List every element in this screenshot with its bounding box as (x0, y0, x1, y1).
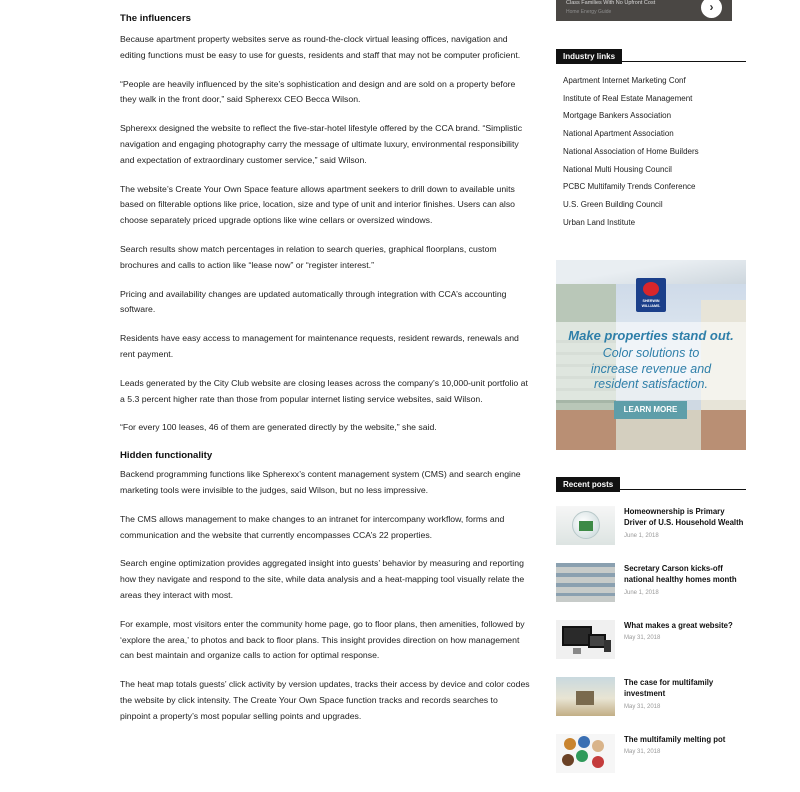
ad-subtext-line: increase revenue and (590, 361, 712, 376)
post-title[interactable]: The case for multifamily investment (624, 678, 714, 699)
article-paragraph: Search results show match percentages in relation to search queries, graphical floorplans, custom brochures and calls to action like “lease now” or “register interest.” (120, 243, 497, 270)
industry-link-text[interactable]: Apartment Internet Marketing Conf (563, 76, 686, 85)
recent-post-item[interactable] (556, 734, 746, 791)
article-paragraph: Leads generated by the City Club website are closing leases across the company’s 10,000-unit portfolio at a 5.3 percent higher rate than those from popular internet listing service websites, said Wilson. (120, 377, 528, 404)
ad-source: Home Energy Guide (566, 9, 612, 15)
industry-link[interactable] (563, 196, 699, 214)
industry-links-title: Industry links (556, 49, 622, 64)
industry-link[interactable] (563, 72, 699, 90)
article-paragraph: The CMS allows management to make changes to an intranet for intercompany workflow, forms and communication and the website that currently encompasses CCA’s 22 properties. (120, 513, 505, 540)
top-banner-ad[interactable] (556, 0, 732, 21)
ad-subtext-line: Color solutions to (602, 346, 700, 360)
article-paragraph: The heat map totals guests’ click activity by version updates, tracks their access by device and color codes the website by click intensity. The Create Your Own Space function tracks and records searches to pinpoint a property’s most popular selling points and upgrades. (120, 679, 530, 721)
recent-posts-header (556, 474, 746, 490)
post-title[interactable]: Homeownership is Primary Driver of U.S. Household Wealth (624, 507, 744, 528)
post-title[interactable]: The multifamily melting pot (624, 735, 726, 744)
post-date: May 31, 2018 (624, 635, 661, 641)
ad-subtext-line: resident satisfaction. (594, 377, 708, 391)
industry-link-text[interactable]: National Association of Home Builders (563, 146, 699, 156)
industry-link[interactable] (563, 143, 699, 161)
article-paragraph: Pricing and availability changes are updated automatically through integration with CCA’s accounting software. (120, 288, 507, 315)
post-date: May 31, 2018 (624, 749, 661, 755)
industry-link[interactable] (563, 107, 699, 125)
recent-post-item[interactable] (556, 506, 746, 563)
sherwin-williams-ad[interactable] (556, 260, 746, 450)
article-paragraph: Residents have easy access to management for maintenance requests, resident rewards, renewals and rent payment. (120, 333, 519, 359)
globe-icon (643, 282, 659, 296)
post-title[interactable]: What makes a great website? (624, 621, 733, 630)
industry-link[interactable] (563, 90, 699, 108)
industry-link[interactable] (563, 125, 699, 143)
article-paragraph: The website’s Create Your Own Space feature allows apartment seekers to drill down to available units based on filterable options like price, location, size and type of unit and interior finishes. Users can also choose separately priced upgrade options like wine cellars or oversized windows. (120, 183, 516, 226)
industry-link-text[interactable]: National Multi Housing Council (563, 164, 672, 174)
ad-subtext (556, 346, 746, 393)
recent-post-item[interactable] (556, 677, 746, 734)
industry-link-text[interactable]: Mortgage Bankers Association (563, 111, 672, 121)
industry-link[interactable] (563, 161, 699, 179)
industry-link-text[interactable]: Institute of Real Estate Management (563, 93, 693, 103)
industry-link[interactable] (563, 178, 699, 196)
article-paragraph: “People are heavily influenced by the site’s sophistication and design and are sold on a property before they walk in the front door,” said Spherexx CEO Becca Wilson. (120, 78, 516, 105)
recent-post-item[interactable] (556, 563, 746, 620)
post-thumbnail[interactable] (556, 677, 615, 716)
article-body (120, 12, 530, 738)
learn-more-button[interactable]: LEARN MORE (614, 401, 687, 419)
post-date: June 1, 2018 (624, 533, 659, 539)
ad-headline: Make properties stand out. (568, 328, 734, 343)
section-heading-hidden-functionality: Hidden functionality (120, 450, 213, 462)
chevron-right-icon[interactable]: › (701, 0, 722, 18)
ad-text: Class Families With No Upfront Cost (566, 0, 656, 6)
article-paragraph: Search engine optimization provides aggregated insight into guests’ behavior by measuring and reporting how they navigate and respond to the site, while data analysis and a heat-mapping tool visually relate the areas they interact with most. (120, 558, 525, 600)
post-thumbnail[interactable] (556, 506, 615, 545)
article-paragraph: Because apartment property websites serve as round-the-clock virtual leasing offices, navigation and editing functions must be easy to use for guests, residents and staff that may not be computer proficient. (120, 34, 521, 60)
recent-posts-title: Recent posts (556, 477, 620, 492)
industry-links-header (556, 46, 746, 62)
industry-link-text[interactable]: U.S. Green Building Council (563, 199, 663, 209)
industry-link-text[interactable]: Urban Land Institute (563, 217, 636, 227)
logo-text: SHERWIN WILLIAMS. (641, 299, 661, 308)
article-paragraph: “For every 100 leases, 46 of them are generated directly by the website,” she said. (120, 422, 437, 433)
article-paragraph: Backend programming functions like Spherexx’s content management system (CMS) and search engine marketing tools were invisible to the judges, said Wilson, but no less impressive. (120, 469, 521, 495)
recent-posts-list (556, 506, 746, 791)
industry-link-text[interactable]: PCBC Multifamily Trends Conference (563, 182, 696, 192)
post-date: May 31, 2018 (624, 704, 661, 710)
section-heading-influencers: The influencers (120, 13, 191, 24)
article-paragraph: For example, most visitors enter the community home page, go to floor plans, then amenities, followed by ‘explore the area,’ to photos and back to floor plans. This insight provides direction on how management can best maintain and organize calls to action for optimal response. (120, 618, 525, 661)
sherwin-williams-logo (636, 278, 666, 312)
post-thumbnail[interactable] (556, 734, 615, 773)
industry-link-text[interactable]: National Apartment Association (563, 129, 674, 139)
industry-links-list (563, 72, 699, 231)
post-title[interactable]: Secretary Carson kicks-off national healthy homes month (624, 564, 737, 585)
industry-link[interactable] (563, 214, 699, 232)
post-thumbnail[interactable] (556, 563, 615, 602)
post-thumbnail[interactable] (556, 620, 615, 659)
post-date: June 1, 2018 (624, 590, 659, 596)
article-paragraph: Spherexx designed the website to reflect the five-star-hotel lifestyle offered by the CCA brand. “Simplistic navigation and engaging photography carry the message of ultimate luxury, environmental responsibility and expectation of extraordinary customer service,” said Wilson. (120, 123, 523, 165)
recent-post-item[interactable] (556, 620, 746, 677)
